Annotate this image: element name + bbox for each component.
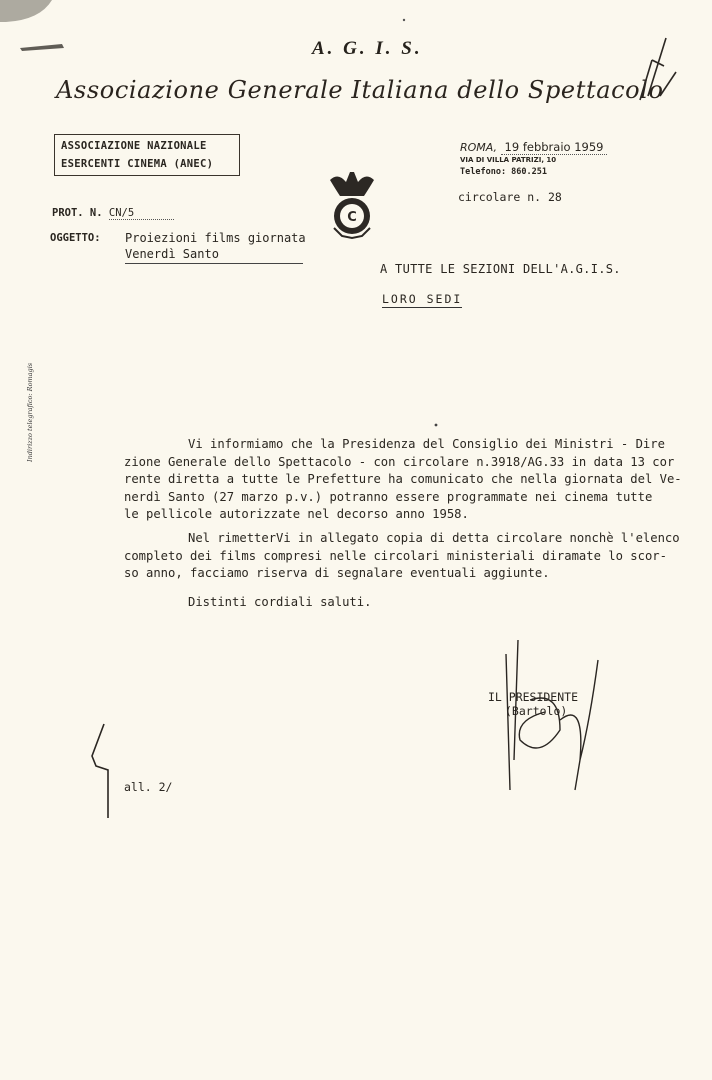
ink-speck — [403, 19, 405, 21]
signature-name: (Bartolo) — [505, 704, 568, 718]
place: ROMA, — [460, 141, 498, 154]
handwritten-mark — [640, 38, 676, 100]
svg-text:C: C — [347, 210, 357, 225]
eagle-emblem-icon — [330, 172, 374, 238]
signature-scribble — [506, 640, 598, 790]
attachments-note: all. 2/ — [124, 780, 173, 794]
acronym-header: A. G. I. S. — [312, 38, 423, 59]
organization-name: Associazione Generale Italiana dello Spettacolo — [56, 76, 664, 104]
date: 19 febbraio 1959 — [501, 140, 608, 155]
closing-line: Distinti cordiali saluti. — [188, 595, 372, 609]
subject-line-2: Venerdì Santo — [125, 247, 303, 264]
recipient-line-2: LORO SEDI — [382, 292, 463, 306]
recipient-line-1: A TUTTE LE SEZIONI DELL'A.G.I.S. — [380, 262, 621, 276]
paragraph-1-line: nerdì Santo (27 marzo p.v.) potranno essere programmate nei cinema tutte — [124, 489, 653, 504]
subject-label: OGGETTO: — [50, 232, 101, 244]
paragraph-2-line: completo dei films compresi nelle circolari ministeriali diramate lo scor- — [124, 548, 667, 563]
address: VIA DI VILLA PATRIZI, 10 — [460, 156, 557, 164]
sender-line-2: ESERCENTI CINEMA (ANEC) — [61, 158, 214, 170]
signature-title: IL PRESIDENTE — [488, 690, 579, 704]
protocol-label: PROT. N. — [52, 207, 103, 219]
phone: Telefono: 860.251 — [460, 167, 547, 177]
corner-stain — [0, 0, 52, 22]
ink-speck — [435, 424, 438, 427]
sender-line-1: ASSOCIAZIONE NAZIONALE — [61, 140, 207, 152]
paragraph-1-line: zione Generale dello Spettacolo - con circolare n.3918/AG.33 in data 13 cor — [124, 454, 675, 469]
paragraph-2-line: Nel rimetterVi in allegato copia di detta circolare nonchè l'elenco — [188, 531, 680, 545]
paragraph-1-line: Vi informiamo che la Presidenza del Consiglio dei Ministri - Dire — [188, 437, 665, 451]
paragraph-1-line: rente diretta a tutte le Prefetture ha comunicato che nella giornata del Ve- — [124, 472, 682, 487]
subject-line-1: Proiezioni films giornata — [125, 231, 306, 245]
circular-number: circolare n. 28 — [458, 190, 562, 204]
protocol-value: CN/5 — [109, 207, 174, 220]
attachment-bracket — [92, 724, 108, 818]
paragraph-1-line: le pellicole autorizzate nel decorso anno 1958. — [124, 507, 469, 522]
paragraph-2-line: so anno, facciamo riserva di segnalare eventuali aggiunte. — [124, 566, 550, 581]
ink-mark — [20, 44, 64, 51]
telegraph-address-note: Indirizzo telegrafico: Romagis — [26, 362, 34, 462]
